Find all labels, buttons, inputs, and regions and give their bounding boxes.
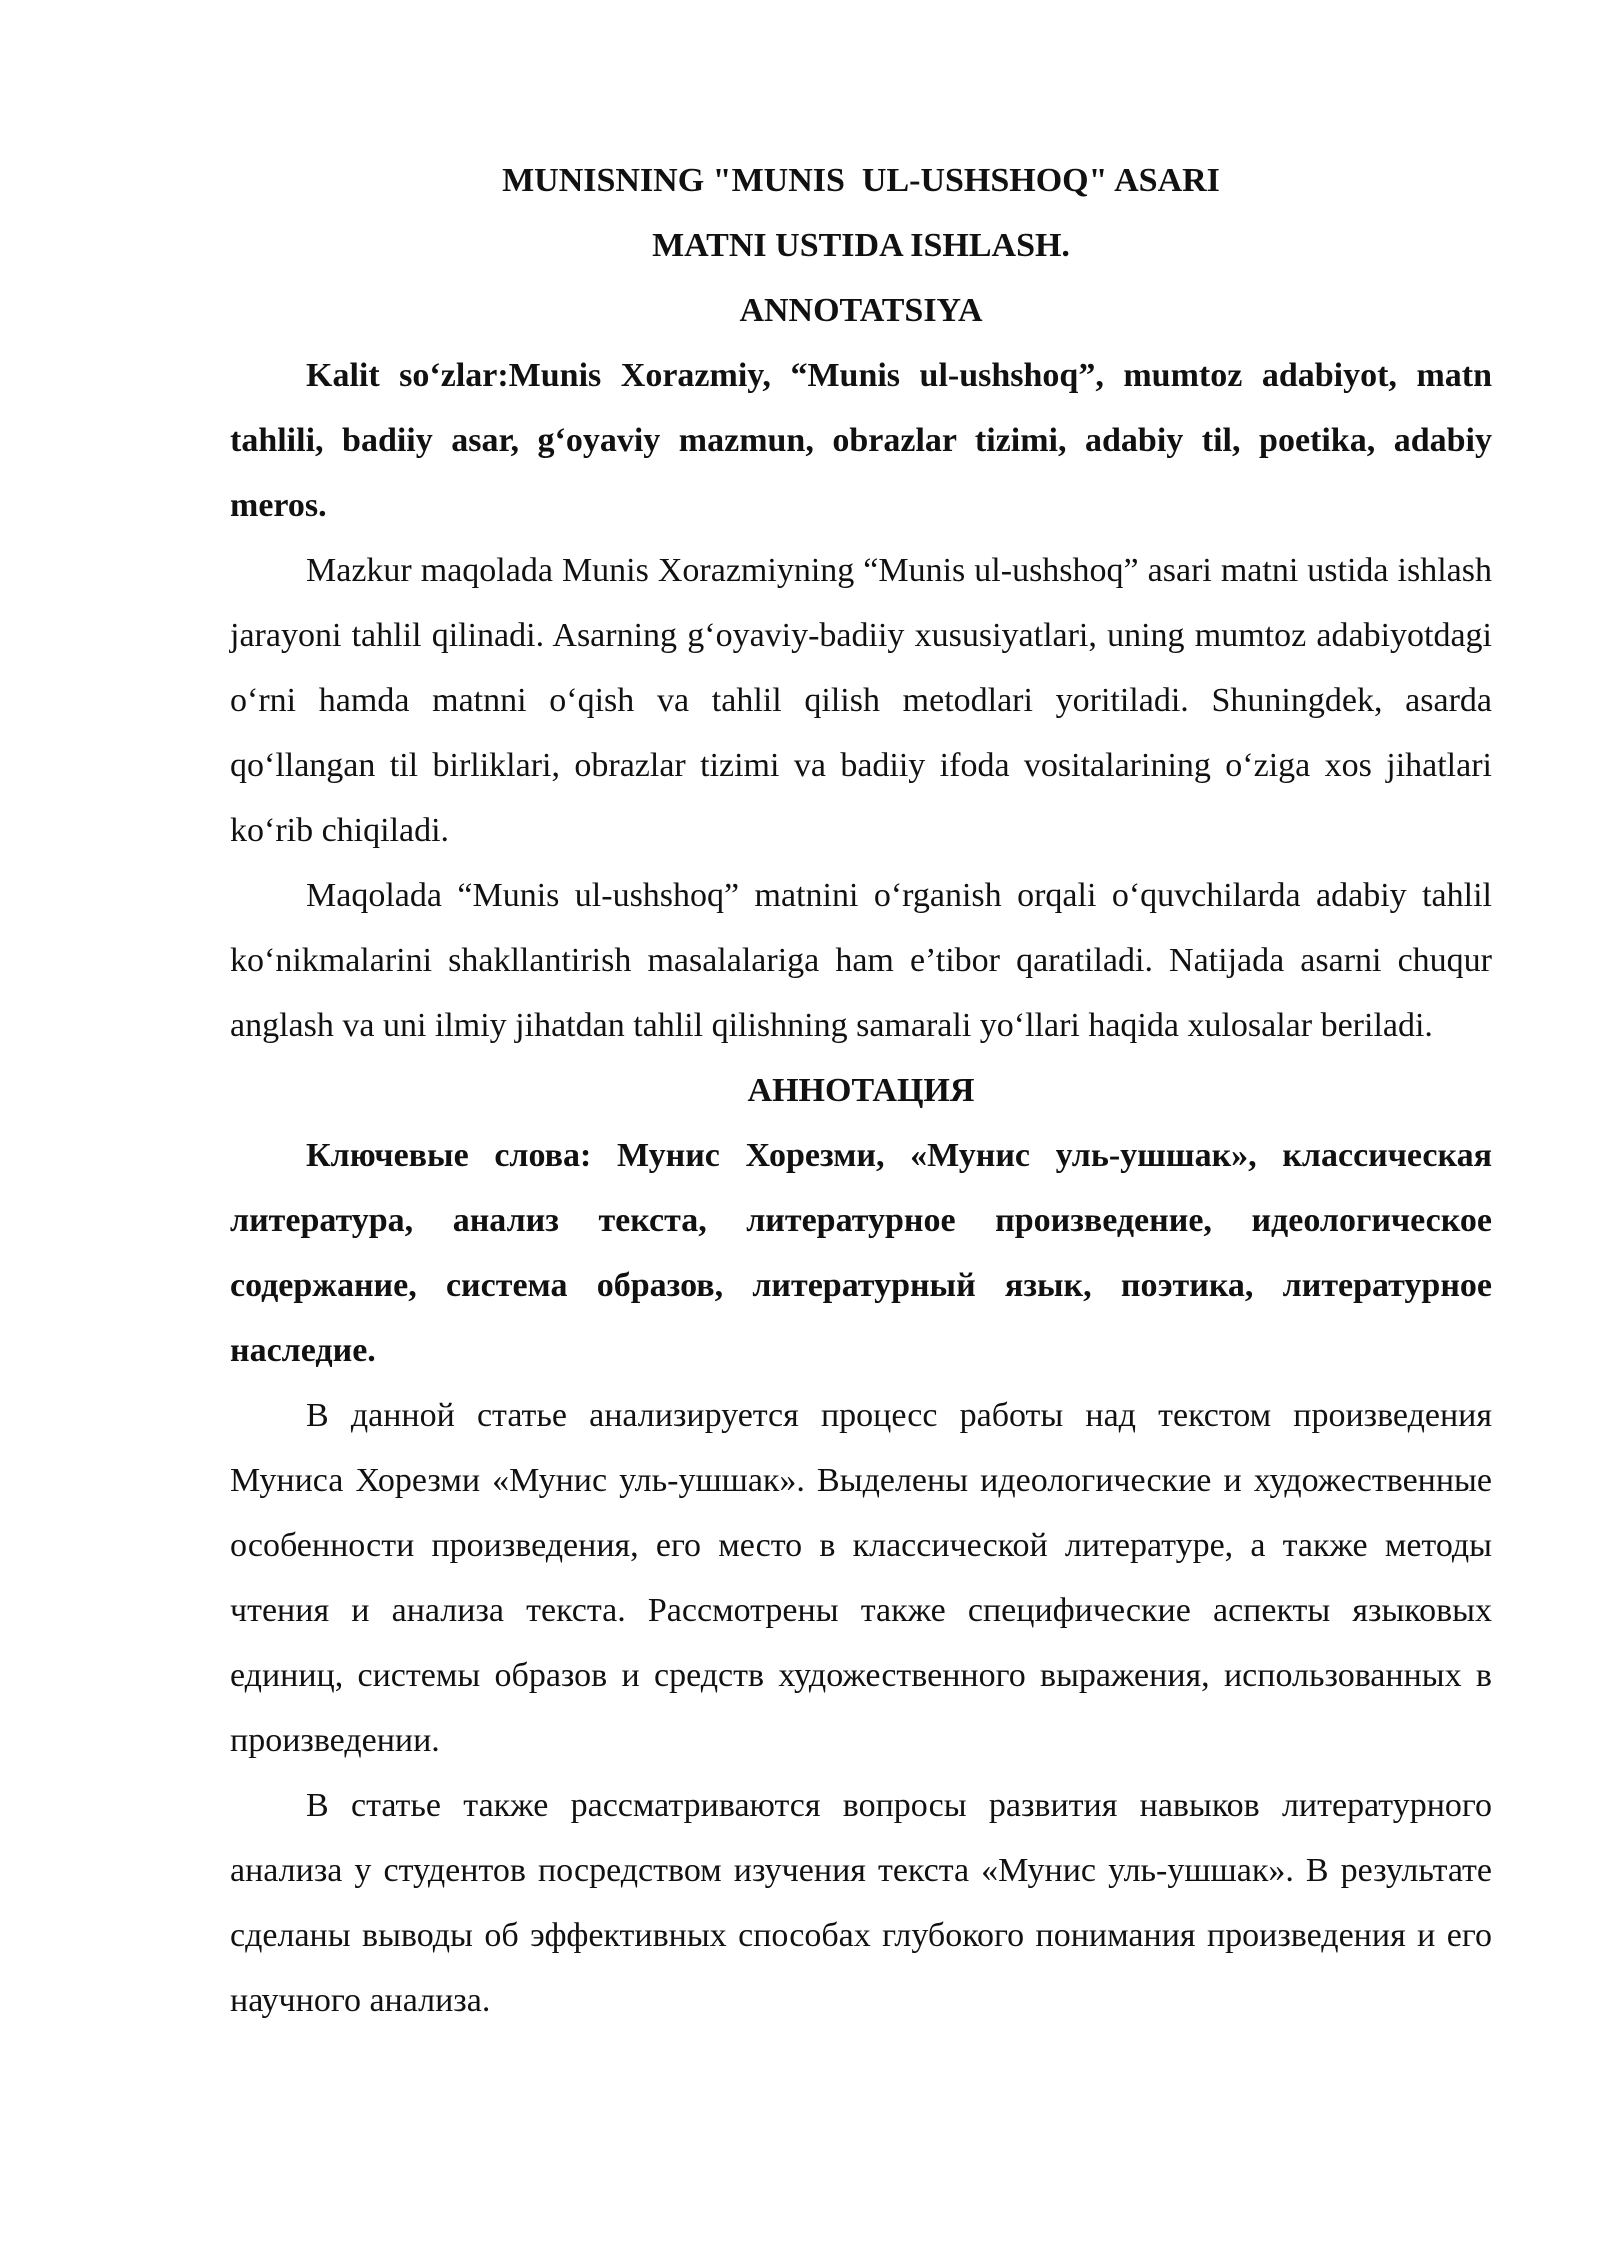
- document-body: [230, 148, 1492, 2033]
- russian-abstract-heading: АННОТАЦИЯ: [747, 1072, 975, 1109]
- uzbek-abstract-paragraph-2: Maqolada “Munis ul-ushshoq” matnini o‘rganish orqali o‘quvchilarda adabiy tahlil ko‘nikmalarini shakllantirish masalalariga ham e’tibor qaratiladi. Natijada asarni chuqur anglash va uni ilmiy jihatdan tahlil qilishning samarali yo‘llari haqida xulosalar beriladi.: [230, 877, 1492, 1044]
- document-title-line-2: MATNI USTIDA ISHLASH.: [652, 227, 1070, 264]
- uzbek-abstract-heading: ANNOTATSIYA: [739, 292, 983, 329]
- uzbek-abstract-paragraph-1: Mazkur maqolada Munis Xorazmiyning “Munis ul-ushshoq” asari matni ustida ishlash jarayoni tahlil qilinadi. Asarning g‘oyaviy-badiiy xususiyatlari, uning mumtoz adabiyotdagi o‘rni hamda matnni o‘qish va tahlil qilish metodlari yoritiladi. Shuningdek, asarda qo‘llangan til birliklari, obrazlar tizimi va badiiy ifoda vositalarining o‘ziga xos jihatlari ko‘rib chiqiladi.: [230, 552, 1492, 849]
- russian-abstract-paragraph-1: В данной статье анализируется процесс работы над текстом произведения Муниса Хорезми «Мунис уль-ушшак». Выделены идеологические и художественные особенности произведения, его место в классической литературе, а также методы чтения и анализа текста. Рассмотрены также специфические аспекты языковых единиц, системы образов и средств художественного выражения, использованных в произведении.: [230, 1397, 1492, 1759]
- uzbek-keywords: Kalit so‘zlar:Munis Xorazmiy, “Munis ul-ushshoq”, mumtoz adabiyot, matn tahlili, badiiy asar, g‘oyaviy mazmun, obrazlar tizimi, adabiy til, poetika, adabiy meros.: [230, 357, 1492, 524]
- russian-abstract-paragraph-2: В статье также рассматриваются вопросы развития навыков литературного анализа у студентов посредством изучения текста «Мунис уль-ушшак». В результате сделаны выводы об эффективных способах глубокого понимания произведения и его научного анализа.: [230, 1787, 1492, 2019]
- russian-keywords: Ключевые слова: Мунис Хорезми, «Мунис уль-ушшак», классическая литература, анализ текста, литературное произведение, идеологическое содержание, система образов, литературный язык, поэтика, литературное наследие.: [230, 1137, 1492, 1369]
- document-title-line-1: MUNISNING "MUNIS UL-USHSHOQ" ASARI: [502, 162, 1220, 199]
